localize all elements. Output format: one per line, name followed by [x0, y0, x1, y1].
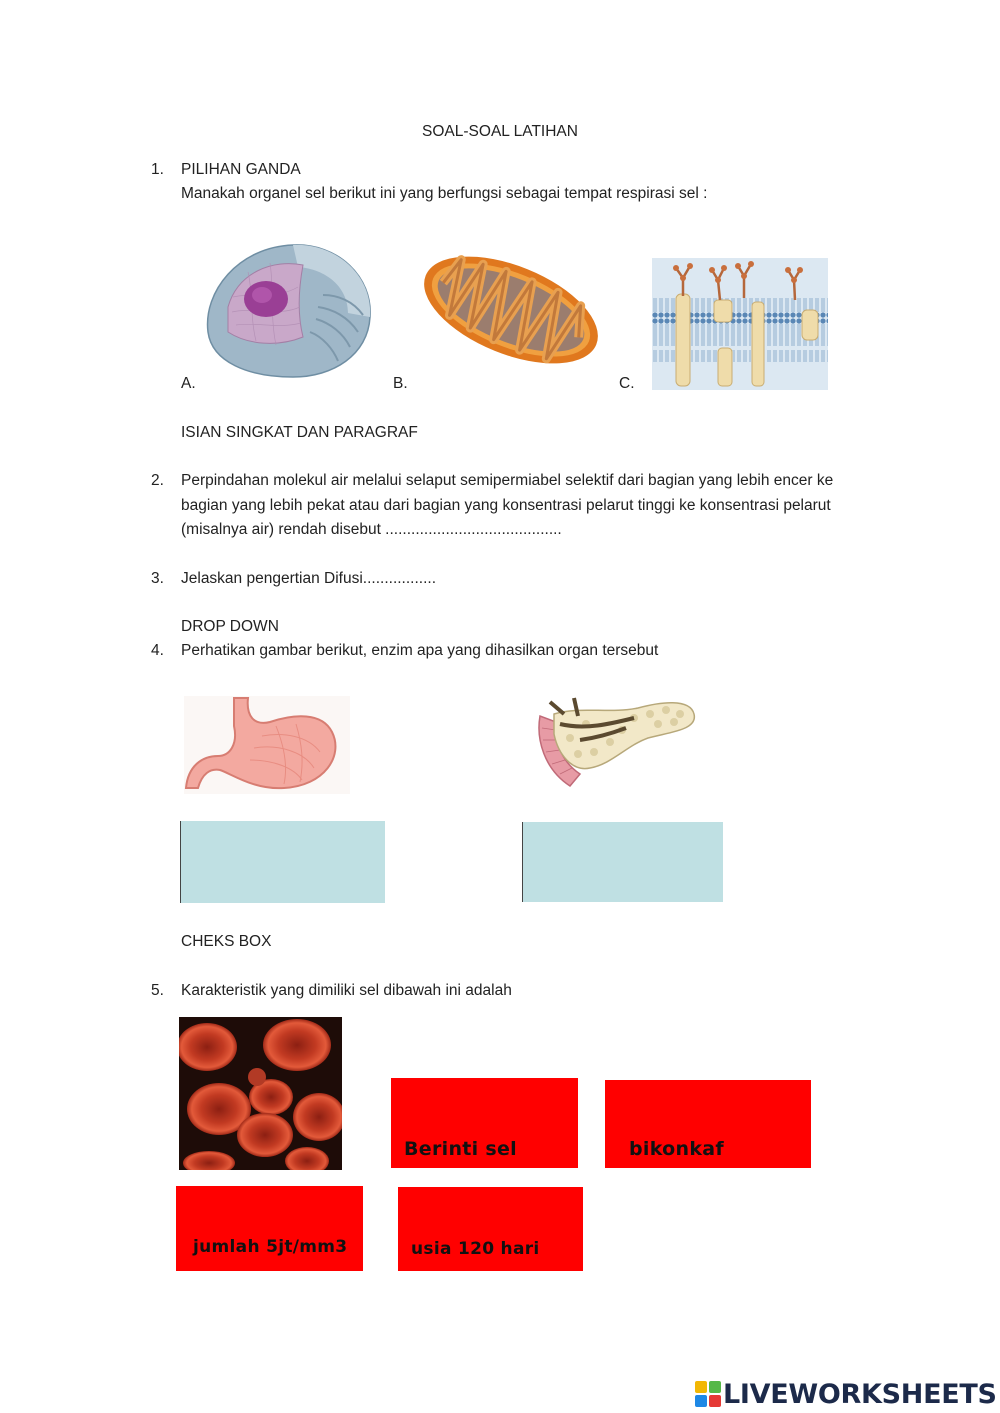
cell-nucleus-image	[198, 237, 378, 385]
option-jumlah-label: jumlah 5jt/mm3	[193, 1237, 348, 1257]
cell-membrane-image	[652, 258, 828, 390]
option-usia[interactable]	[398, 1187, 583, 1271]
pancreas-enzyme-dropdown[interactable]	[522, 822, 723, 902]
q4-text: Perhatikan gambar berikut, enzim apa yang dihasilkan organ tersebut	[181, 642, 659, 659]
liveworksheets-logo	[695, 1375, 997, 1413]
q3-text: Jelaskan pengertian Difusi.................	[181, 570, 437, 587]
section-short-answer-heading: ISIAN SINGKAT DAN PARAGRAF	[181, 424, 418, 441]
q1-section-heading: PILIHAN GANDA	[181, 161, 301, 178]
option-bikonkaf[interactable]	[605, 1080, 811, 1168]
mitochondria-image	[416, 246, 606, 374]
option-berinti-sel[interactable]	[391, 1078, 578, 1168]
option-a-label: A.	[181, 375, 196, 392]
q2-number: 2.	[151, 472, 164, 489]
option-c-label: C.	[619, 375, 635, 392]
page-title: SOAL-SOAL LATIHAN	[422, 123, 578, 140]
q5-number: 5.	[151, 982, 164, 999]
q4-number: 4.	[151, 642, 164, 659]
stomach-enzyme-dropdown[interactable]	[180, 821, 385, 903]
q1-number: 1.	[151, 161, 164, 178]
red-blood-cells-image	[179, 1017, 342, 1170]
option-jumlah[interactable]	[176, 1186, 363, 1271]
q1-question: Manakah organel sel berikut ini yang berfungsi sebagai tempat respirasi sel :	[181, 185, 708, 202]
q3-number: 3.	[151, 570, 164, 587]
liveworksheets-logo-text: LIVEWORKSHEETS	[723, 1378, 997, 1410]
option-usia-label: usia 120 hari	[411, 1239, 540, 1259]
q2-text: Perpindahan molekul air melalui selaput semipermiabel selektif dari bagian yang lebih encer ke bagian yang lebih pekat atau dari bagian yang konsentrasi pelarut tinggi ke konsentrasi pelarut (misalnya air) rendah disebut .........................................	[181, 472, 834, 538]
section-dropdown-heading: DROP DOWN	[181, 618, 279, 635]
option-bikonkaf-label: bikonkaf	[629, 1138, 724, 1160]
q5-text: Karakteristik yang dimiliki sel dibawah ini adalah	[181, 982, 512, 999]
pancreas-image	[530, 694, 698, 792]
option-berinti-sel-label: Berinti sel	[404, 1138, 517, 1160]
option-b-label: B.	[393, 375, 408, 392]
section-checkbox-heading: CHEKS BOX	[181, 933, 272, 950]
stomach-image	[184, 696, 350, 794]
liveworksheets-logo-icon	[695, 1381, 721, 1407]
